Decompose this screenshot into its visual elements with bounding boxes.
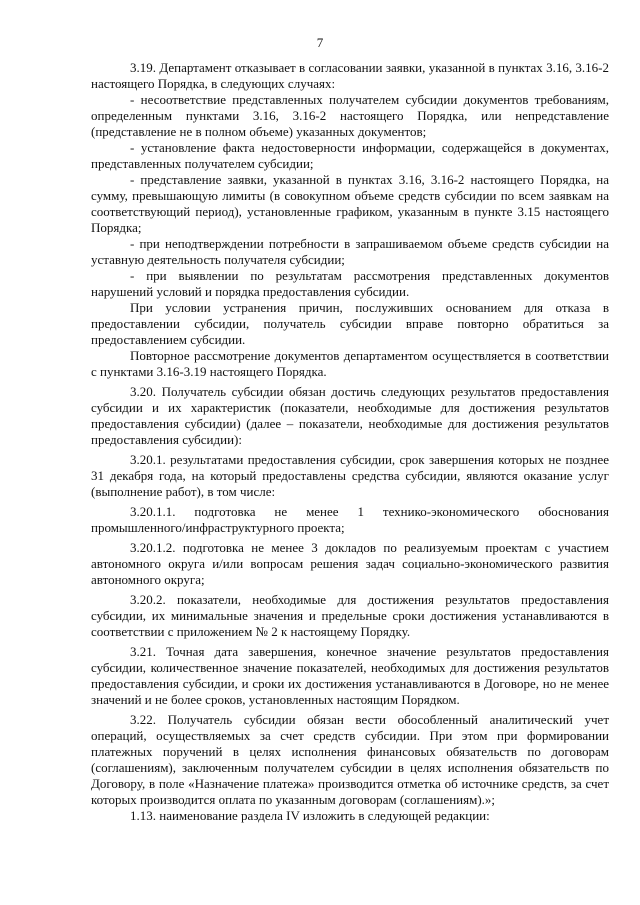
paragraph-3-19: 3.19. Департамент отказывает в согласовании заявки, указанной в пунктах 3.16, 3.16-2 настоящего Порядка, в следующих случаях:	[91, 60, 609, 91]
paragraph-3-20-1-1: 3.20.1.1. подготовка не менее 1 технико-экономического обоснования промышленного/инфраструктурного проекта;	[91, 504, 609, 535]
document-body	[91, 60, 609, 824]
paragraph-3-20-1-2: 3.20.1.2. подготовка не менее 3 докладов по реализуемым проектам с участием автономного округа и/или вопросам решения задач социально-экономического развития автономного округа;	[91, 540, 609, 587]
paragraph-3-20-2: 3.20.2. показатели, необходимые для достижения результатов предоставления субсидии, их минимальные значения и предельные сроки достижения устанавливаются в соответствии с приложением № 2 к настоящему Порядку.	[91, 592, 609, 639]
paragraph-reapply: При условии устранения причин, послуживших основанием для отказа в предоставлении субсидии, получатель субсидии вправе повторно обратиться за предоставлением субсидии.	[91, 300, 609, 347]
list-item-limit-exceeded: - представление заявки, указанной в пунктах 3.16, 3.16-2 настоящего Порядка, на сумму, превышающую лимиты (в совокупном объеме средств субсидии по всем заявкам на соответствующий период), установленные графиком, указанным в пункте 3.15 настоящего Порядка;	[91, 172, 609, 235]
paragraph-3-20-1: 3.20.1. результатами предоставления субсидии, срок завершения которых не позднее 31 декабря года, на который предоставлены средства субсидии, являются оказание услуг (выполнение работ), в том числе:	[91, 452, 609, 499]
page-number: 7	[316, 35, 324, 50]
paragraph-1-13: 1.13. наименование раздела IV изложить в следующей редакции:	[130, 808, 490, 823]
list-item-violations: - при выявлении по результатам рассмотрения представленных документов нарушений условий и порядка предоставления субсидии.	[91, 268, 609, 299]
list-item-no-need: - при неподтверждении потребности в запрашиваемом объеме средств субсидии на уставную деятельность получателя субсидии;	[91, 236, 609, 267]
paragraph-3-21: 3.21. Точная дата завершения, конечное значение результатов предоставления субсидии, количественное значение показателей, необходимых для достижения результатов предоставления субсидии, и сроки их достижения устанавливаются в Договоре, но не менее значений и не более сроков, установленных настоящим Порядком.	[91, 644, 609, 707]
paragraph-3-22: 3.22. Получатель субсидии обязан вести обособленный аналитический учет операций, осуществляемых за счет средств субсидии. При этом при формировании платежных поручений в целях исполнения финансовых обязательств по договорам (соглашениям), заключенным получателем субсидии в целях исполнения обязательств по Договору, в поле «Назначение платежа» производится отметка об источнике средств, за счет которых производится оплата по указанным договорам (соглашениям).»;	[91, 712, 609, 807]
paragraph-review: Повторное рассмотрение документов департаментом осуществляется в соответствии с пунктами 3.16-3.19 настоящего Порядка.	[91, 348, 609, 379]
list-item-mismatch: - несоответствие представленных получателем субсидии документов требованиям, определенным пунктами 3.16, 3.16-2 настоящего Порядка, или непредставление (представление не в полном объеме) указанных документов;	[91, 92, 609, 139]
list-item-false-info: - установление факта недостоверности информации, содержащейся в документах, представленных получателем субсидии;	[91, 140, 609, 171]
paragraph-3-20: 3.20. Получатель субсидии обязан достичь следующих результатов предоставления субсидии и их характеристик (показатели, необходимые для достижения результатов предоставления субсидии) (далее – показатели, необходимые для достижения результатов предоставления субсидии):	[91, 384, 609, 447]
